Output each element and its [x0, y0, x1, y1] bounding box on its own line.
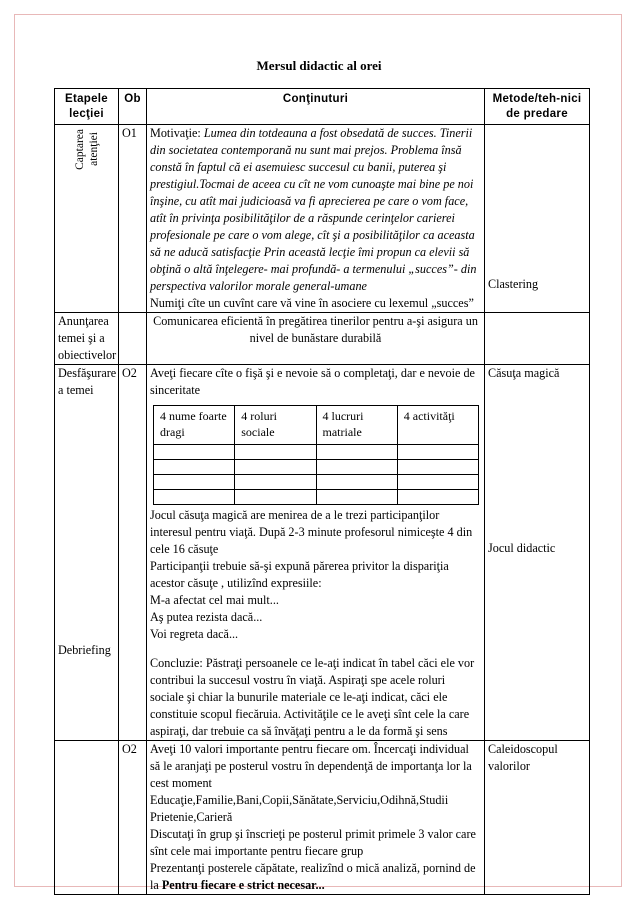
fisa-header-row — [154, 406, 479, 445]
fisa-header-nume: 4 nume foarte dragi — [154, 406, 235, 445]
lesson-plan-table — [54, 88, 590, 895]
ob-cell — [119, 313, 147, 365]
fisa-row — [154, 445, 479, 460]
metoda-cell — [485, 365, 590, 741]
row-captarea — [55, 125, 590, 313]
header-etapele: Etapele lecţiei — [55, 89, 119, 125]
expresie-3: Voi regreta dacă... — [150, 627, 239, 641]
valori-paragraph-1: Aveţi 10 valori importante pentru fiecare om. Încercaţi individual să le aranjaţi pe posterul vostru în dependenţă de importanţa lor la cest moment — [150, 742, 472, 790]
fisa-row — [154, 490, 479, 505]
continut-cell — [147, 741, 485, 895]
concluzie-text: Concluzie: Păstraţi persoanele ce le-aţi indicat în tabel căci ele vor contribui la succesul vostru în viaţă. Aspiraţi spe acele roluri sociale şi chiar la bunurile materiale ce le-aţi indicat, căci ele constituie scopul fiecăruia. Activităţile ce le aveţi sînt cele la care aspiraţi, dar trebuie ca să învăţaţi pentru a le da formă şi sens — [150, 656, 475, 738]
tema-text: Comunicarea eficientă în pregătirea tinerilor pentru a-şi asigura un nivel de bunăstare durabilă — [147, 313, 485, 365]
etapa-captarea: Captarea atenţiei — [73, 129, 100, 170]
page-title: Mersul didactic al orei — [256, 58, 382, 73]
motivatie-label: Motivaţie: — [150, 126, 204, 140]
fisa-row — [154, 460, 479, 475]
header-metode: Metode/teh-nici de predare — [485, 89, 590, 125]
metoda-casuta: Căsuţa magică — [488, 366, 560, 380]
row-valori — [55, 741, 590, 895]
valori-paragraph-3: Discutaţi în grup şi înscrieţi pe posterul primit primele 3 valor care sînt cele mai importante pentru fiecare grup — [150, 827, 476, 858]
etapa-cell — [55, 365, 119, 741]
valori-p4-start: Prezentanţi posterele căpătate, realizînd o mică analiză, pornind de la — [150, 861, 476, 892]
etapa-cell — [55, 125, 119, 313]
expresie-1: M-a afectat cel mai mult... — [150, 593, 279, 607]
fisa-header-roluri: 4 roluri sociale — [235, 406, 316, 445]
fisa-header-lucruri: 4 lucruri matriale — [316, 406, 397, 445]
header-ob: Ob — [119, 89, 147, 125]
etapa-debriefing: Debriefing — [58, 643, 111, 657]
header-continuturi: Conţinuturi — [147, 89, 485, 125]
joc-paragraph-2: Participanţii trebuie să-şi expună părerea privitor la dispariţia acestor căsuţe , utilizînd expresiile: — [150, 559, 449, 590]
expresie-2: Aş putea rezista dacă... — [150, 610, 263, 624]
task-text: Numiţi cîte un cuvînt care vă vine în asociere cu lexemul „succes” — [150, 296, 474, 310]
header-row — [55, 89, 590, 125]
fisa-table — [153, 405, 479, 505]
motivatie-text: Lumea din totdeauna a fost obsedată de succes. Tinerii din societatea contemporană nu sunt mai prejos. Problema însă constă în faptul că ei asemuiesc succesul cu banii, puterea şi prestigiul.Tocmai de aceea cu cît ne vom cunoaşte mai bine pe noi înşine, cu atît mai judicioasă va fi aprecierea pe care o vom face, atît în privinţa posibilităţilor de a răspunde cerinţelor carierei profesionale pe care o vom alege, cît şi a posibilităţilor ca aceasta să ne aducă satisfacţie Prin această lecţie îmi propun ca elevii să obţină o altă înţelegere- mai profundă- a termenului „succes”- din perspectiva valorilor morale general-umane — [150, 126, 477, 293]
row-desfasurare — [55, 365, 590, 741]
metoda-clastering: Clastering — [485, 125, 590, 313]
etapa-desfasurare: Desfăşurare a temei — [58, 366, 117, 397]
joc-paragraph-1: Jocul căsuţa magică are menirea de a le trezi participanţilor interesul pentru viaţă. După 2-3 minute profesorul nimiceşte 4 din cele 16 căsuţe — [150, 508, 473, 556]
ob-cell: O1 — [119, 125, 147, 313]
metoda-cell — [485, 313, 590, 365]
valori-p4-bold: Pentru fiecare e strict necesar... — [161, 878, 325, 892]
etapa-cell — [55, 741, 119, 895]
continut-cell — [147, 365, 485, 741]
ob-cell: O2 — [119, 741, 147, 895]
fisa-row — [154, 475, 479, 490]
valori-paragraph-4 — [150, 860, 481, 894]
etapa-anuntarea: Anunţarea temei şi a obiectivelor — [55, 313, 119, 365]
valori-list: Educaţie,Familie,Bani,Copii,Sănătate,Serviciu,Odihnă,Studii Prietenie,Carieră — [150, 793, 449, 824]
intro-text: Aveţi fiecare cîte o fişă şi e nevoie să o completaţi, dar e nevoie de sinceritate — [150, 366, 475, 397]
metoda-caleidoscop: Caleidoscopul valorilor — [485, 741, 590, 895]
continut-cell — [147, 125, 485, 313]
row-anuntarea — [55, 313, 590, 365]
metoda-joc: Jocul didactic — [488, 541, 556, 555]
motivatie-paragraph — [150, 125, 481, 295]
fisa-header-activitati: 4 activităţi — [397, 406, 478, 445]
ob-cell: O2 — [119, 365, 147, 741]
